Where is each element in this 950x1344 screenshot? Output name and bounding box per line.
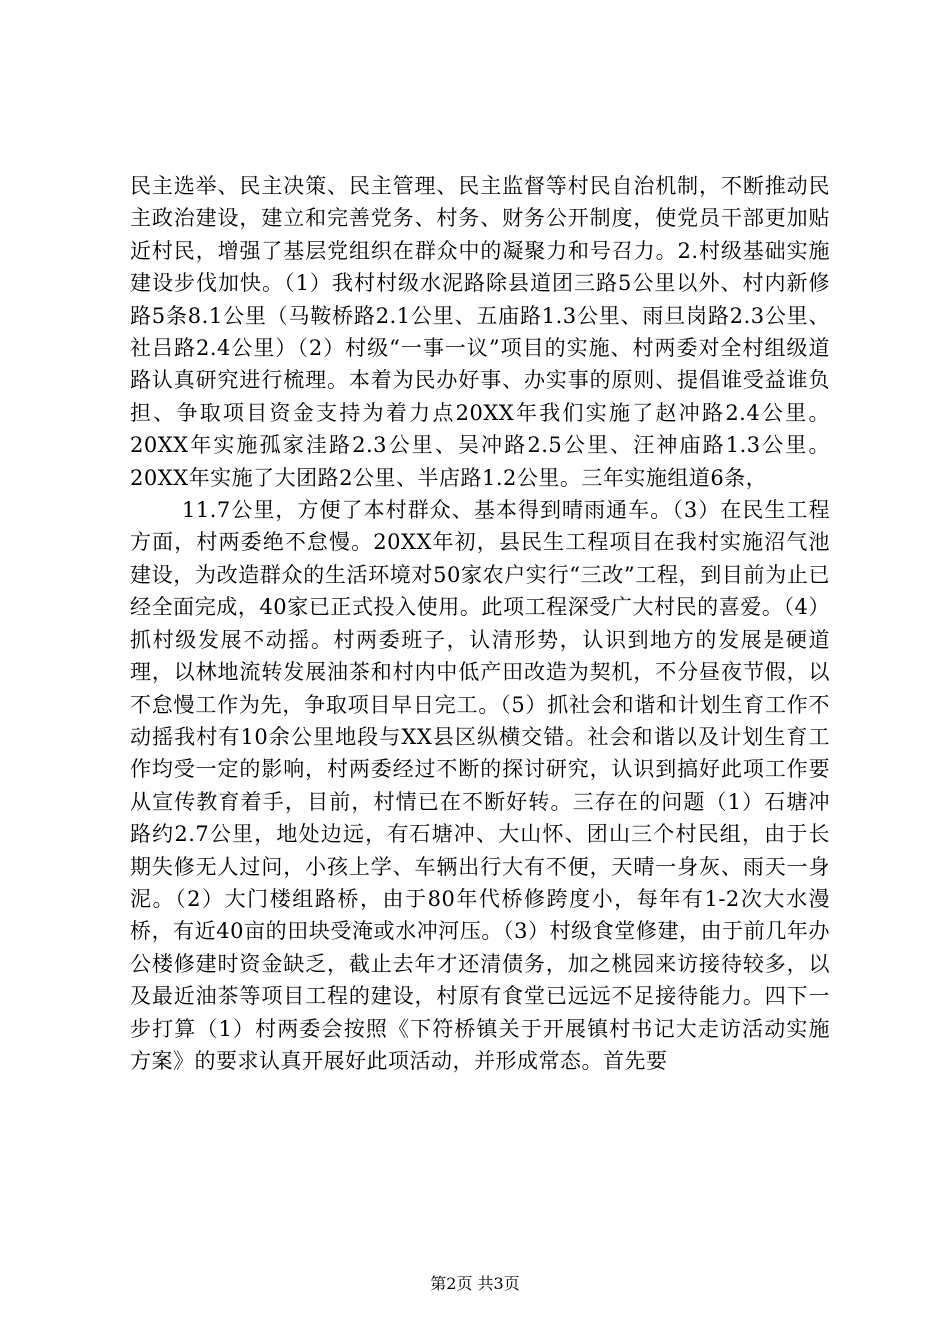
page-footer	[0, 1274, 950, 1294]
paragraph-1: 民主选举、民主决策、民主管理、民主监督等村民自治机制，不断推动民主政治建设，建立和完善党务、村务、财务公开制度，使党员干部更加贴近村民，增强了基层党组织在群众中的凝聚力和号召力。2.村级基础实施建设步伐加快。（1）我村村级水泥路除县道团三路5公里以外、村内新修路5条8.1公里（马鞍桥路2.1公里、五庙路1.3公里、雨旦岗路2.3公里、社吕路2.4公里）（2）村级“一事一议”项目的实施、村两委对全村组级道路认真研究进行梳理。本着为民办好事、办实事的原则、提倡谁受益谁负担、争取项目资金支持为着力点20XX年我们实施了赵冲路2.4公里。20XX年实施孤家洼路2.3公里、吴冲路2.5公里、汪神庙路1.3公里。20XX年实施了大团路2公里、半店路1.2公里。三年实施组道6条，	[130, 174, 830, 490]
paragraph-2: 11.7公里，方便了本村群众、基本得到晴雨通车。（3）在民生工程方面，村两委绝不怠慢。20XX年初，县民生工程项目在我村实施沼气池建设，为改造群众的生活环境对50家农户实行“三改”工程，到目前为止已经全面完成，40家已正式投入使用。此项工程深受广大村民的喜爱。（4）抓村级发展不动摇。村两委班子，认清形势，认识到地方的发展是硬道理，以林地流转发展油茶和村内中低产田改造为契机，不分昼夜节假，以不怠慢工作为先，争取项目早日完工。（5）抓社会和谐和计划生育工作不动摇我村有10余公里地段与XX县区纵横交错。社会和谐以及计划生育工作均受一定的影响，村两委经过不断的探讨研究，认识到搞好此项工作要从宣传教育着手，目前，村情已在不断好转。三存在的问题（1）石塘冲路约2.7公里，地处边远，有石塘冲、大山怀、团山三个村民组，由于长期失修无人过问，小孩上学、车辆出行大有不便，天晴一身灰、雨天一身泥。（2）大门楼组路桥，由于80年代桥修跨度小，每年有1-2次大水漫桥，有近40亩的田块受淹或水冲河压。（3）村级食堂修建，由于前几年办公楼修建时资金缺乏，截止去年才还清债务，加之桃园来访接待较多，以及最近油茶等项目工程的建设，村原有食堂已远远不足接待能力。四下一步打算（1）村两委会按照《下符桥镇关于开展镇村书记大走访活动实施方案》的要求认真开展好此项活动，并形成常态。首先要	[130, 498, 830, 1073]
page-number-label: 第2页 共3页	[430, 1274, 520, 1293]
document-body	[130, 170, 830, 1077]
